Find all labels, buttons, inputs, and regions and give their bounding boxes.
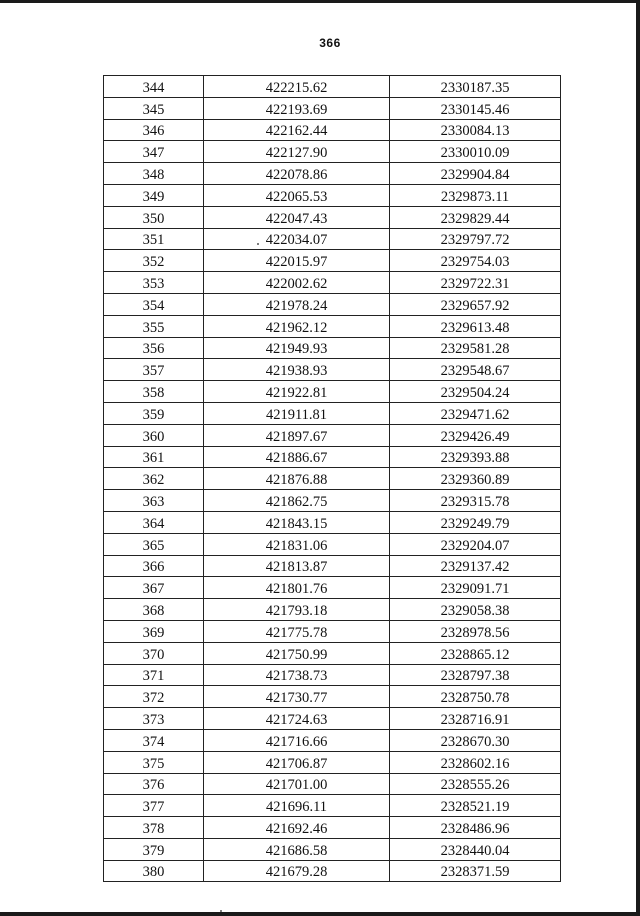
x-coordinate-cell: 421692.46 (204, 817, 390, 839)
x-coordinate-cell: 422193.69 (204, 97, 390, 119)
point-number-cell: 358 (104, 381, 204, 403)
point-number-cell: 375 (104, 751, 204, 773)
table-row (104, 359, 561, 381)
point-number-cell: 348 (104, 163, 204, 185)
x-coordinate-cell: 421813.87 (204, 555, 390, 577)
scan-speck (220, 910, 222, 912)
y-coordinate-cell: 2328555.26 (390, 773, 561, 795)
point-number-cell: 349 (104, 184, 204, 206)
table-row (104, 490, 561, 512)
table-row (104, 337, 561, 359)
point-number-cell: 380 (104, 860, 204, 882)
x-coordinate-cell: 422065.53 (204, 184, 390, 206)
table-row (104, 141, 561, 163)
y-coordinate-cell: 2328440.04 (390, 838, 561, 860)
x-coordinate-cell: 421738.73 (204, 664, 390, 686)
y-coordinate-cell: 2330010.09 (390, 141, 561, 163)
point-number-cell: 363 (104, 490, 204, 512)
point-number-cell: 345 (104, 97, 204, 119)
point-number-cell: 355 (104, 315, 204, 337)
point-number-cell: 378 (104, 817, 204, 839)
scan-border-bottom (0, 912, 640, 916)
y-coordinate-cell: 2329873.11 (390, 184, 561, 206)
x-coordinate-cell: 421938.93 (204, 359, 390, 381)
point-number-cell: 368 (104, 599, 204, 621)
y-coordinate-cell: 2329613.48 (390, 315, 561, 337)
point-number-cell: 367 (104, 577, 204, 599)
point-number-cell: 344 (104, 76, 204, 98)
coordinate-table (103, 75, 561, 882)
point-number-cell: 371 (104, 664, 204, 686)
y-coordinate-cell: 2328602.16 (390, 751, 561, 773)
y-coordinate-cell: 2330145.46 (390, 97, 561, 119)
table-row (104, 293, 561, 315)
x-coordinate-cell: 421716.66 (204, 729, 390, 751)
point-number-cell: 370 (104, 642, 204, 664)
table-row (104, 381, 561, 403)
y-coordinate-cell: 2329548.67 (390, 359, 561, 381)
x-coordinate-cell: 421843.15 (204, 511, 390, 533)
x-coordinate-cell: 421696.11 (204, 795, 390, 817)
point-number-cell: 376 (104, 773, 204, 795)
x-coordinate-cell: 421775.78 (204, 620, 390, 642)
point-number-cell: 364 (104, 511, 204, 533)
table-row (104, 184, 561, 206)
point-number-cell: 359 (104, 402, 204, 424)
point-number-cell: 351 (104, 228, 204, 250)
x-coordinate-cell: 422162.44 (204, 119, 390, 141)
y-coordinate-cell: 2328486.96 (390, 817, 561, 839)
table-row (104, 315, 561, 337)
table-row (104, 795, 561, 817)
y-coordinate-cell: 2330084.13 (390, 119, 561, 141)
point-number-cell: 350 (104, 206, 204, 228)
table-row (104, 642, 561, 664)
x-coordinate-cell: 421949.93 (204, 337, 390, 359)
y-coordinate-cell: 2330187.35 (390, 76, 561, 98)
y-coordinate-cell: 2329249.79 (390, 511, 561, 533)
point-number-cell: 361 (104, 446, 204, 468)
y-coordinate-cell: 2329360.89 (390, 468, 561, 490)
point-number-cell: 347 (104, 141, 204, 163)
x-coordinate-cell: 422127.90 (204, 141, 390, 163)
y-coordinate-cell: 2329829.44 (390, 206, 561, 228)
table-row (104, 76, 561, 98)
table-row (104, 468, 561, 490)
point-number-cell: 374 (104, 729, 204, 751)
point-number-cell: 356 (104, 337, 204, 359)
x-coordinate-cell: 421911.81 (204, 402, 390, 424)
x-coordinate-cell: 421978.24 (204, 293, 390, 315)
x-coordinate-cell: 421886.67 (204, 446, 390, 468)
coordinate-table-body (104, 76, 561, 882)
x-coordinate-cell: 421831.06 (204, 533, 390, 555)
table-row (104, 163, 561, 185)
table-row (104, 838, 561, 860)
y-coordinate-cell: 2328716.91 (390, 708, 561, 730)
table-row (104, 119, 561, 141)
y-coordinate-cell: 2329426.49 (390, 424, 561, 446)
table-row (104, 533, 561, 555)
table-row (104, 599, 561, 621)
table-row (104, 97, 561, 119)
x-coordinate-cell: 421876.88 (204, 468, 390, 490)
y-coordinate-cell: 2329137.42 (390, 555, 561, 577)
table-row (104, 250, 561, 272)
point-number-cell: 346 (104, 119, 204, 141)
y-coordinate-cell: 2328865.12 (390, 642, 561, 664)
y-coordinate-cell: 2329504.24 (390, 381, 561, 403)
x-coordinate-cell: 421701.00 (204, 773, 390, 795)
point-number-cell: 377 (104, 795, 204, 817)
table-row (104, 206, 561, 228)
y-coordinate-cell: 2329204.07 (390, 533, 561, 555)
table-row (104, 424, 561, 446)
table-row (104, 729, 561, 751)
table-row (104, 860, 561, 882)
x-coordinate-cell: 421801.76 (204, 577, 390, 599)
x-coordinate-cell: 421679.28 (204, 860, 390, 882)
x-coordinate-cell: 421706.87 (204, 751, 390, 773)
point-number-cell: 360 (104, 424, 204, 446)
scan-border-right (636, 0, 640, 916)
x-coordinate-cell: 421730.77 (204, 686, 390, 708)
point-number-cell: 373 (104, 708, 204, 730)
y-coordinate-cell: 2329904.84 (390, 163, 561, 185)
table-row (104, 817, 561, 839)
table-row (104, 511, 561, 533)
table-row (104, 620, 561, 642)
x-coordinate-cell: 421793.18 (204, 599, 390, 621)
point-number-cell: 353 (104, 272, 204, 294)
x-coordinate-cell: 422215.62 (204, 76, 390, 98)
y-coordinate-cell: 2328750.78 (390, 686, 561, 708)
x-coordinate-cell: 422002.62 (204, 272, 390, 294)
x-coordinate-cell: 422034.07 (204, 228, 390, 250)
y-coordinate-cell: 2329581.28 (390, 337, 561, 359)
table-row (104, 686, 561, 708)
page-number: 366 (319, 36, 341, 50)
table-row (104, 708, 561, 730)
x-coordinate-cell: 422015.97 (204, 250, 390, 272)
y-coordinate-cell: 2328670.30 (390, 729, 561, 751)
table-row (104, 751, 561, 773)
y-coordinate-cell: 2329754.03 (390, 250, 561, 272)
table-row (104, 446, 561, 468)
x-coordinate-cell: 421862.75 (204, 490, 390, 512)
point-number-cell: 369 (104, 620, 204, 642)
y-coordinate-cell: 2329393.88 (390, 446, 561, 468)
y-coordinate-cell: 2328797.38 (390, 664, 561, 686)
x-coordinate-cell: 421922.81 (204, 381, 390, 403)
point-number-cell: 372 (104, 686, 204, 708)
table-row (104, 555, 561, 577)
point-number-cell: 362 (104, 468, 204, 490)
table-row (104, 773, 561, 795)
x-coordinate-cell: 421962.12 (204, 315, 390, 337)
point-number-cell: 352 (104, 250, 204, 272)
point-number-cell: 354 (104, 293, 204, 315)
y-coordinate-cell: 2329315.78 (390, 490, 561, 512)
y-coordinate-cell: 2328521.19 (390, 795, 561, 817)
y-coordinate-cell: 2329722.31 (390, 272, 561, 294)
y-coordinate-cell: 2329058.38 (390, 599, 561, 621)
table-row (104, 228, 561, 250)
scan-border-top (0, 0, 640, 3)
table-row (104, 272, 561, 294)
x-coordinate-cell: 421724.63 (204, 708, 390, 730)
point-number-cell: 357 (104, 359, 204, 381)
y-coordinate-cell: 2329657.92 (390, 293, 561, 315)
x-coordinate-cell: 421897.67 (204, 424, 390, 446)
x-coordinate-cell: 422078.86 (204, 163, 390, 185)
y-coordinate-cell: 2328371.59 (390, 860, 561, 882)
x-coordinate-cell: 421686.58 (204, 838, 390, 860)
point-number-cell: 365 (104, 533, 204, 555)
table-row (104, 577, 561, 599)
y-coordinate-cell: 2329471.62 (390, 402, 561, 424)
x-coordinate-cell: 422047.43 (204, 206, 390, 228)
point-number-cell: 379 (104, 838, 204, 860)
table-row (104, 664, 561, 686)
point-number-cell: 366 (104, 555, 204, 577)
y-coordinate-cell: 2329797.72 (390, 228, 561, 250)
x-coordinate-cell: 421750.99 (204, 642, 390, 664)
y-coordinate-cell: 2329091.71 (390, 577, 561, 599)
y-coordinate-cell: 2328978.56 (390, 620, 561, 642)
table-row (104, 402, 561, 424)
